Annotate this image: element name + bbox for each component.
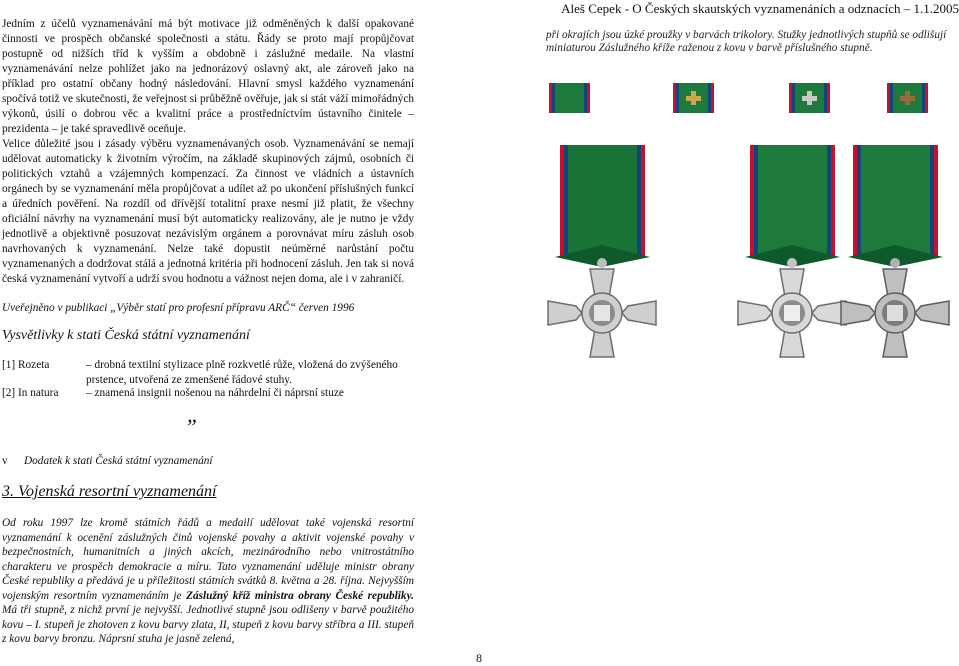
section-paragraph — [2, 516, 414, 647]
source-note: Uveřejněno v publikaci „Výběr statí pro profesní přípravu ARČ“ červen 1996 — [2, 302, 355, 314]
ribbon-bar-2 — [670, 83, 717, 113]
footnote-1-definition: – drobná textilní stylizace plně rozkvetlé růže, vložená do zvýšeného prstence, utvořená ze zmenšené řádové stuhy. — [86, 359, 398, 386]
bullet-item — [2, 455, 213, 467]
paragraph-selection-principles: Velice důležité jsou i zásady výběru vyznamenávaných osob. Vyznamenávání se nemají udělovat automaticky k životním výročím, na základě skupinových zájmů, osobních či politických vztahů a vzájemných kompenzací. Za činnost ve vládních a ústavních orgánech by se vyznamenání měla propůjčovat a udílet až po ukončení příslušných funkcí a úředních pověření. Na rozdíl od dřívější totalitní praxe nesmí již platit, že všechny oficiální návrhy na vyznamenání musí být automaticky realizovány, ale je nutno je vždy jednotlivě a objektivně posuzovat nezávislým orgánem a porovnávat míru zásluh osob navrhovaných k vyznamenání. Nelze také dopustit neúměrné narůstání počtu vyznamenaných a dodržovat stálá a jednotná kritéria při hodnocení zásluh. Jen tak si nová česká vyznamenání vytvoří a udrží svou hodnotu a vážnost nejen doma, ale i v zahraničí. — [2, 138, 414, 285]
bullet-text: Dodatek k stati Česká státní vyznamenání — [24, 455, 213, 467]
section-paragraph-part1: Od roku 1997 lze kromě státních řádů a medailí udělovat také vojenská resortní vyznamenání k ocenění záslužných činů vojenské povahy a aktivit vojenské povahy v bezpečnostních, humanitních a jiných akcích, mezinárodního nebo vnitrostátního charakteru ve prospěch demokracie a míru. Tato vyznamenání uděluje ministr obrany České republiky a předává je u příležitosti státních svátků 8. května a 28. října. Nejvyšším vojenským resortním vyznamenáním je — [2, 517, 414, 602]
paragraph-motivation: Jedním z účelů vyznamenávání má být motivace již odměněných k další opakované činnosti ve prospěch občanské společnosti a státu. Řády se proto mají propůjčovat postupně od nižších tříd k vyšším a obdobně i záslužné medaile. Na vlastní vyznamenávání nelze pohlížet jako na jednorázový oslavný akt, ale zároveň jako na příklad pro ostatní občany hodný následování. Hlavní smysl každého vyznamenání spočívá totiž ve skutečnosti, že veřejnost si průběžně ověřuje, jak si stát váží mimořádných výkonů, úsilí o dobrou věc a kvalitní práce a prostředníctvím ústavního činitele – prezidenta – je také spravedlivě oceňuje. — [2, 18, 414, 135]
footnote-1-term: [1] Rozeta — [2, 359, 50, 371]
bullet-marker: v — [2, 455, 8, 467]
footnote-2-definition: – znamená insignii nošenou na náhrdelní či náprsní stuze — [86, 387, 344, 399]
section-paragraph-bold: Záslužný kříž ministra obrany České republiky. — [186, 589, 414, 602]
ribbon-bar-3 — [786, 83, 833, 113]
footnote-2 — [2, 386, 416, 401]
header-title: Aleš Cepek - O Českých skautských vyznamenáních a odznacích – 1.1.2005 — [561, 1, 959, 16]
right-column-text: při okrajích jsou úzké proužky v barvách trikolory. Stužky jednotlivých stupňů se odlišují miniaturou Záslužného kříže raženou z kovu v barvě příslušného stupně. — [546, 29, 947, 54]
merit-cross-medal-2 — [735, 145, 850, 358]
footnote-1 — [2, 358, 416, 388]
ribbon-bar-4 — [884, 83, 931, 113]
merit-cross-medal-1 — [545, 145, 660, 358]
quote-mark: „ — [187, 402, 200, 427]
ribbon-bar-1 — [546, 83, 593, 113]
page-number: 8 — [476, 651, 482, 665]
section-heading: 3. Vojenská resortní vyznamenání — [2, 483, 217, 500]
explanations-title: Vysvětlivky k stati Česká státní vyznamenání — [2, 328, 250, 343]
merit-cross-medal-3 — [838, 145, 953, 358]
section-paragraph-part2: Má tři stupně, z nichž první je nejvyšší. Jednotlivé stupně jsou odlišeny v barvě použitého kovu – I. stupeň je zhotoven z kovu barvy zlata, II, stupeň z kovu barvy stříbra a III. stupeň z kovu barvy bronzu. Náprsní stuha je jasně zelená, — [2, 604, 414, 645]
document-header — [270, 1, 959, 16]
footnote-2-term: [2] In natura — [2, 387, 59, 399]
